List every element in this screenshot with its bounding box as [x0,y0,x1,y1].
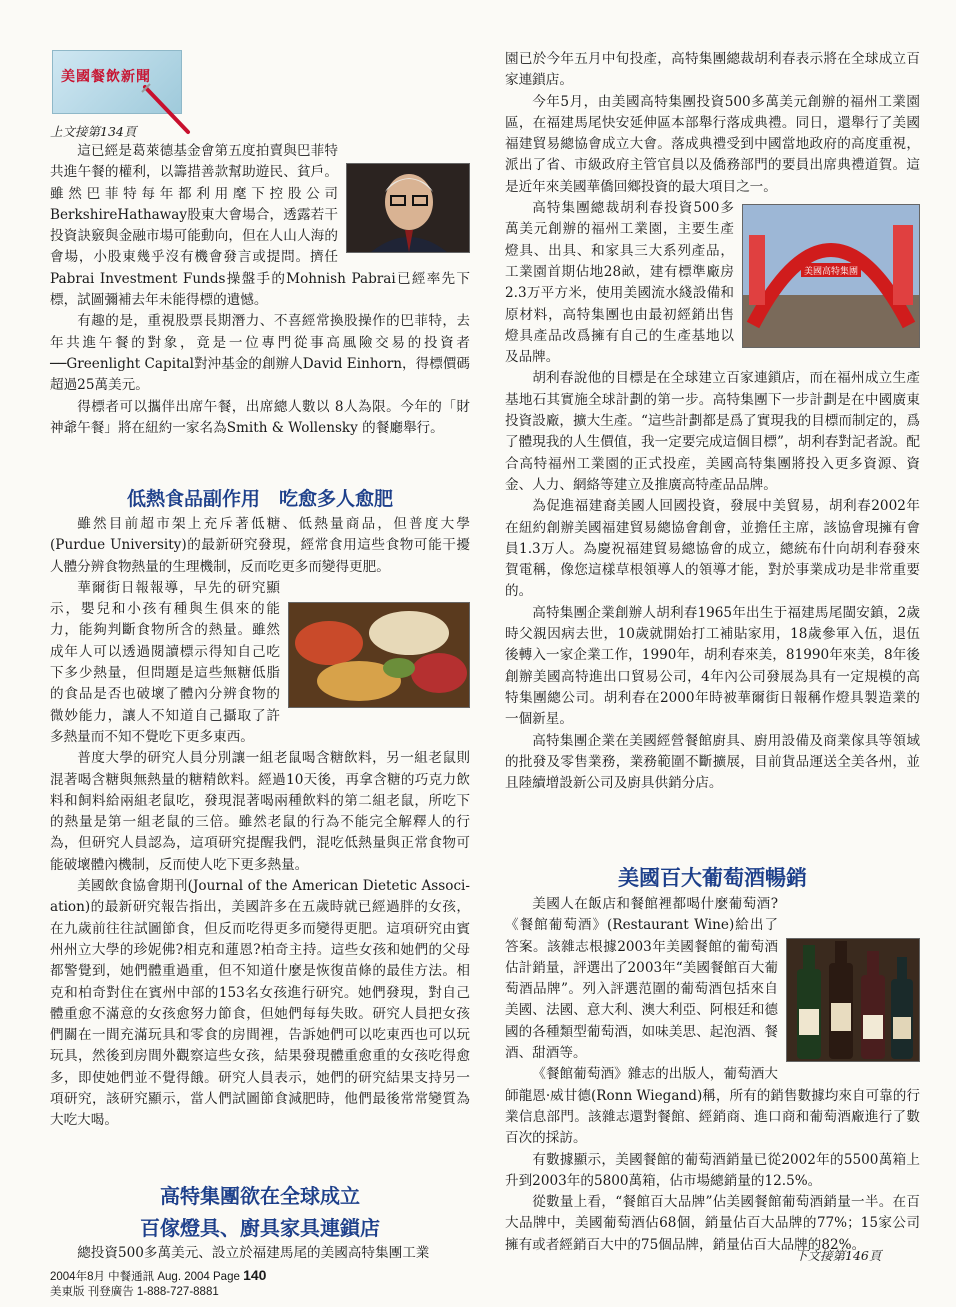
article-title-line2: 百傢燈具、廚具家具連鎖店 [140,1216,380,1240]
banner-text: 美國高特集團 [803,267,859,278]
paragraph: 美國飲食協會期刊(Journal of the American Dietetic Associ-ation)的最新研究報告指出，美國許多在五歲時就已經過胖的女孩，在九歲前往往試圖節食，但反而吃得更多而變得更肥。這項研究由賓州州立大學的珍妮佛?相克和蓮恩?柏奇主持。這些女孩和她們的父母都警覺到，她們體重過重，但不知道什麼是恢復苗條的最佳方法。相克和柏奇對住在賓州中部的153名女孩進行研究。她們發現，對自己體重愈不滿意的女孩愈努力節食，但她們每每失敗。研究人員把女孩們關在一間充滿玩具和零食的房間裡，告訴她們可以吃東西也可以玩玩具，然後到房間外觀察這些女孩，結果發現體重愈重的女孩吃得愈多，即使她們並不覺得餓。研究人員表示，她們的研究結果支持另一項研究，該研究顯示，當人們試圖節食減肥時，他們最後常常變質為大吃大喝。 [50,878,470,1129]
article-title: 美國百大葡萄酒暢銷 [618,866,807,890]
article-buffett [50,141,470,439]
paragraph: 這已經是葛萊德基金會第五度拍賣與巴菲特共進午餐的權利，以籌措善款幫助遊民、貧戶。雖然巴菲特每年都利用麾下控股公司BerkshireHathaway股東大會場合，透露若干投資訣竅與金融市場可能動向，但在人山人海的會場，小股東幾乎沒有機會發言或提問。擠任 Pabrai Investment Funds操盤手的Mohnish Pabrai已經率先下標，試圖彌補去年未能得標的遺憾。 [50,143,470,309]
paragraph: 高特集團企業創辦人胡利春1965年出生于福建馬尾閩安鎮，2歲時父親因病去世，10歲就開始打工補貼家用，18歲參軍入伍，退伍後轉入一家企業工作，1990年，胡利春來美，81990年來美，8年後創辦美國高特進出口貿易公司，4年內公司發展為具有一定規模的高特集團總公司。胡利春在2000年時被華爾街日報稱作燈具製造業的一個新星。 [505,604,920,728]
paragraph: 高特集團總裁胡利春投資500多萬美元創辦的福州工業園，主要生產燈具、出具、和家具三大系列產品，工業園首期佔地28畝，建有標準廠房2.3万平方米，使用美國流水綫設備和原材料，高特集團也由最初經銷出售燈具產品改爲擁有自己的生產基地以及品牌。 [505,200,734,366]
paragraph: 園已於今年五月中旬投產，高特集團總裁胡利春表示將在全球成立百家連鎖店。 [505,51,920,89]
paragraph: 普度大學的研究人員分別讓一組老鼠喝含糖飲料，另一組老鼠則混著喝含糖與無熱量的糖精飲料。經過10天後，再拿含糖的巧克力飲料和飼料給兩組老鼠吃，發現混著喝兩種飲料的第二組老鼠，所吃下的熱量是第一組老鼠的三倍。雖然老鼠的行為不能完全解釋人的行為，但研究人員認為，這項研究提醒我們，混吃低熱量與正常食物可能破壞體內機制，反而使人吃下更多熱量。 [50,750,470,873]
article-title-line1: 高特集團欲在全球成立 [160,1184,360,1208]
paragraph: 總投資500多萬美元、設立於福建馬尾的美國高特集團工業 [77,1245,430,1261]
food-photo [288,602,470,708]
page-footer [50,1268,266,1300]
food-image [289,603,469,707]
footer-issue: 2004年8月 中餐通訊 Aug. 2004 Page [50,1271,240,1283]
continued-from-note: 上文接第134頁 [50,124,137,139]
wine-bottles-image [787,939,919,1061]
continued-to-note: 下文接第146頁 [795,1248,882,1263]
paragraph: 為促進福建裔美國人回國投資，發展中美貿易，胡利春2002年在紐約創辦美國福建貿易總協會創會，並擔任主席，該協會現擁有會員1.3万人。為慶祝福建貿易總協會的成立，總統布什向胡利春發來賀電稱，像您這樣草根領導人的領導才能，對於事業成功是非常重要的。 [505,498,920,600]
paragraph: 美國人在飯店和餐館裡都喝什麼葡萄酒?《餐館葡萄酒》(Restaurant Wine)給出了答案。該雜志根據2003年美國餐館的葡萄酒估計銷量，評選出了2003年“美國餐館百大葡萄酒品牌”。列入評選范圍的葡萄酒包括來自美國、法國、意大利、澳大利亞、阿根廷和德國的各種類型葡萄酒，如味美思、起泡酒、餐酒、甜酒等。 [505,896,778,1062]
article-lead [50,1243,470,1264]
paragraph: 從數量上看，“餐館百大品牌”佔美國餐館葡萄酒銷量一半。在百大品牌中，美國葡萄酒佔68個，銷量佔百大品牌的77%；15家公司擁有或者經銷百大中的75個品牌，銷量佔百大品牌的82%。 [505,1194,920,1253]
paragraph: 雖然目前超市架上充斥著低糖、低熱量商品，但普度大學(Purdue University)的最新研究發現，經常食用這些食物可能干擾人體分辨食物熱量的生理機制，反而吃更多而變得更肥。 [50,516,470,575]
article-title: 低熱食品副作用 吃愈多人愈肥 [126,488,393,510]
article-wine [505,894,920,1256]
paragraph: 有數據顯示，美國餐館的葡萄酒銷量已從2002年的5500萬箱上升到2003年的5800萬箱，佔市場總銷量的12.5%。 [505,1151,920,1189]
footer-line [50,1268,266,1285]
paragraph: 有趣的是，重視股票長期潛力、不喜經常換股操作的巴菲特，去年共進午餐的對象，竟是一位專門從事高風險交易的投資者──Greenlight Capital對沖基金的創辦人David Einhorn，得標價碼超過25萬美元。 [50,313,470,394]
page-number: 140 [243,1267,267,1283]
portrait-image [347,164,469,252]
paragraph: 華爾街日報報導，早先的研究顯示，嬰兒和小孩有種與生俱來的能力，能夠判斷食物所含的熱量。雖然成年人可以透過閱讀標示得知自己吃下多少熱量，但問題是這些無糖低脂的食品是否也破壞了體內分辨食物的微妙能力，讓人不知道自己攝取了許多熱量而不知不覺吃下更多東西。 [50,579,280,745]
paragraph: 今年5月，由美國高特集團投資500多萬美元創辦的福州工業園區，在福建馬尾快安延伸區本部舉行落成典禮。同日，還舉行了美國福建貿易總協會成立大會。落成典禮受到中國當地政府的高度重視，派出了省、市級政府主管官員以及僑務部門的要員出席典禮道賀。這是近年來美國華僑回鄉投資的最大項目之一。 [505,93,920,195]
wine-photo [786,938,920,1062]
section-logo-text: 美國餐飲新聞 [61,69,151,85]
ceremony-image [743,205,919,347]
buffett-photo [346,163,470,253]
article-gaote [505,49,920,794]
ceremony-photo [742,204,920,348]
article-low-calorie [50,514,470,1132]
paragraph: 胡利春說他的目標是在全球建立百家連鎖店，而在福州成立生產基地石其實施全球計劃的第一步。高特集團下一步計劃是在中國廣東投資設廠，擴大生產。“這些計劃都是爲了實現我的目標而制定的，爲了體現我的人生價值，我一定要完成這個目標”，胡利春對記者說。配合高特福州工業園的正式投産，美國高特集團將投入更多資源、資金、人力、網絡等建立及推廣高特產品品牌。 [505,370,920,493]
paragraph: 高特集團企業在美國經營餐館廚具、廚用設備及商業傢具等領域的批發及零售業務，業務範圍不斷擴展，目前貨品運送全美各州，並且陸續增設新公司及廚具供銷分店。 [505,732,920,792]
paragraph: 得標者可以攜伴出席午餐，出席總人數以 8人為限。今年的「財神爺午餐」將在紐約一家名為Smith & Wollensky 的餐廳舉行。 [50,398,470,436]
footer-ad-line: 美東版 刊登廣告 1-888-727-8881 [50,1286,219,1298]
paragraph: 《餐館葡萄酒》雜志的出版人，葡萄酒大師龍恩·威甘德(Ronn Wiegand)稱，所有的銷售數據均來自可靠的行業信息部門。該雜志還對餐館、經銷商、進口商和葡萄酒廠進行了數百次的採訪。 [505,1066,920,1147]
fork-icon [140,82,200,142]
